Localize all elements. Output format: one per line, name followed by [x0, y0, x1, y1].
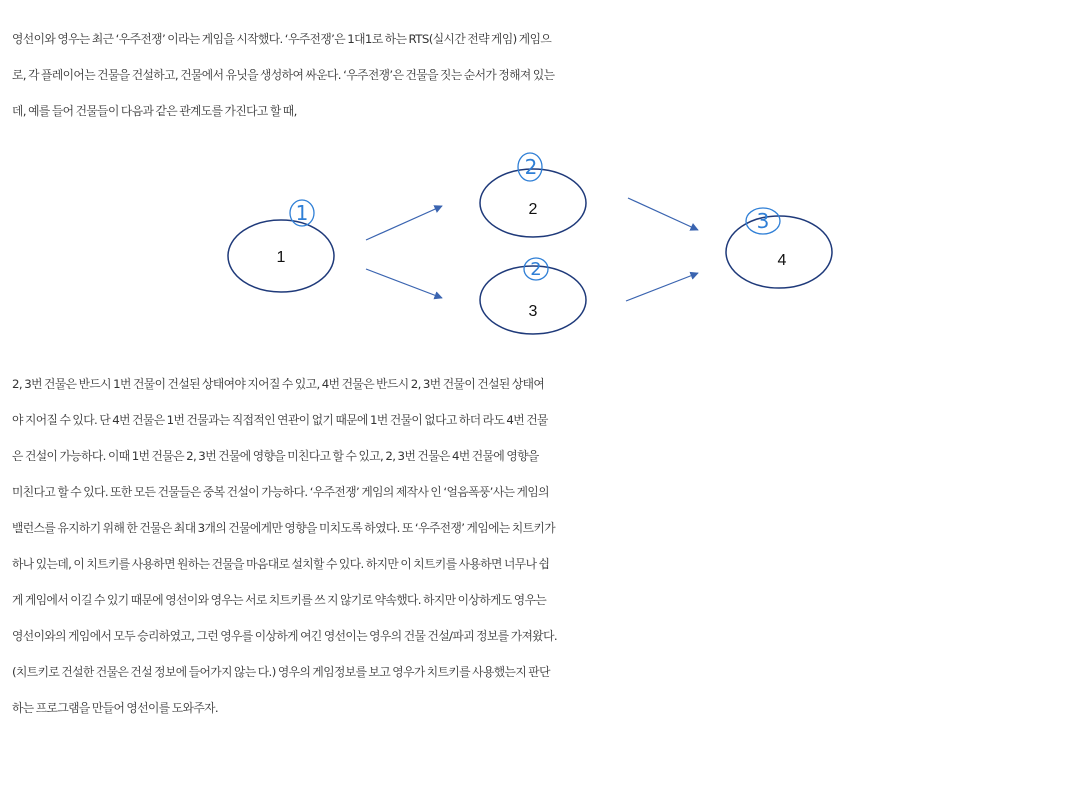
edge-1-to-3: [366, 269, 442, 298]
build-order-annotation: [518, 153, 542, 181]
text-line: 영선이와의 게임에서 모두 승리하였고, 그런 영우를 이상하게 여긴 영선이는 영우의 건물 건설/파괴 정보를 가져왔다.: [12, 629, 558, 643]
node-label: 1: [276, 249, 286, 266]
edge-1-to-2: [366, 206, 442, 240]
building-dependency-diagram: [210, 148, 860, 338]
node-label: 2: [528, 201, 538, 218]
svg-text:2: 2: [524, 155, 538, 179]
text-line: 게 게임에서 이길 수 있기 때문에 영선이와 영우는 서로 치트키를 쓰 지 않기로 약속했다. 하지만 이상하게도 영우는: [12, 593, 547, 607]
text-line: 로, 각 플레이어는 건물을 건설하고, 건물에서 유닛을 생성하여 싸운다. ‘우주전쟁’은 건물을 짓는 순서가 정해져 있는: [12, 68, 555, 82]
intro-paragraph: [12, 21, 1084, 129]
text-line: 야 지어질 수 있다. 단 4번 건물은 1번 건물과는 직접적인 연관이 없기 때문에 1번 건물이 없다고 하더 라도 4번 건물: [12, 413, 548, 427]
text-line: (치트키로 건설한 건물은 건설 정보에 들어가지 않는 다.) 영우의 게임정보를 보고 영우가 치트키를 사용했는지 판단: [12, 665, 550, 679]
svg-text:2: 2: [530, 259, 542, 280]
node-1: [228, 220, 334, 292]
text-line: 영선이와 영우는 최근 ‘우주전쟁’ 이라는 게임을 시작했다. ‘우주전쟁’은 1대1로 하는 RTS(실시간 전략 게임) 게임으: [12, 32, 552, 46]
text-line: 2, 3번 건물은 반드시 1번 건물이 건설된 상태여야 지어질 수 있고, 4번 건물은 반드시 2, 3번 건물이 건설된 상태여: [12, 377, 545, 391]
node-label: 3: [528, 303, 538, 320]
build-order-annotation: [524, 258, 548, 280]
text-line: 은 건설이 가능하다. 이때 1번 건물은 2, 3번 건물에 영향을 미친다고 할 수 있고, 2, 3번 건물은 4번 건물에 영향을: [12, 449, 539, 463]
explanation-paragraph: [12, 366, 1084, 726]
text-line: 밸런스를 유지하기 위해 한 건물은 최대 3개의 건물에게만 영향을 미치도록 하였다. 또 ‘우주전쟁’ 게임에는 치트키가: [12, 521, 556, 535]
build-order-annotation: [290, 200, 314, 226]
edge-3-to-4: [626, 273, 698, 301]
text-line: 데, 예를 들어 건물들이 다음과 같은 관계도를 가진다고 할 때,: [12, 104, 297, 118]
svg-text:1: 1: [295, 201, 309, 225]
text-line: 하나 있는데, 이 치트키를 사용하면 원하는 건물을 마음대로 설치할 수 있다. 하지만 이 치트키를 사용하면 너무나 쉽: [12, 557, 550, 571]
node-2: [480, 169, 586, 237]
node-label: 4: [777, 252, 787, 269]
edge-2-to-4: [628, 198, 698, 230]
text-line: 미친다고 할 수 있다. 또한 모든 건물들은 중복 건설이 가능하다. ‘우주전쟁’ 게임의 제작사 인 ‘얼음폭풍’사는 게임의: [12, 485, 549, 499]
text-line: 하는 프로그램을 만들어 영선이를 도와주자.: [12, 701, 219, 715]
svg-text:3: 3: [756, 209, 770, 233]
